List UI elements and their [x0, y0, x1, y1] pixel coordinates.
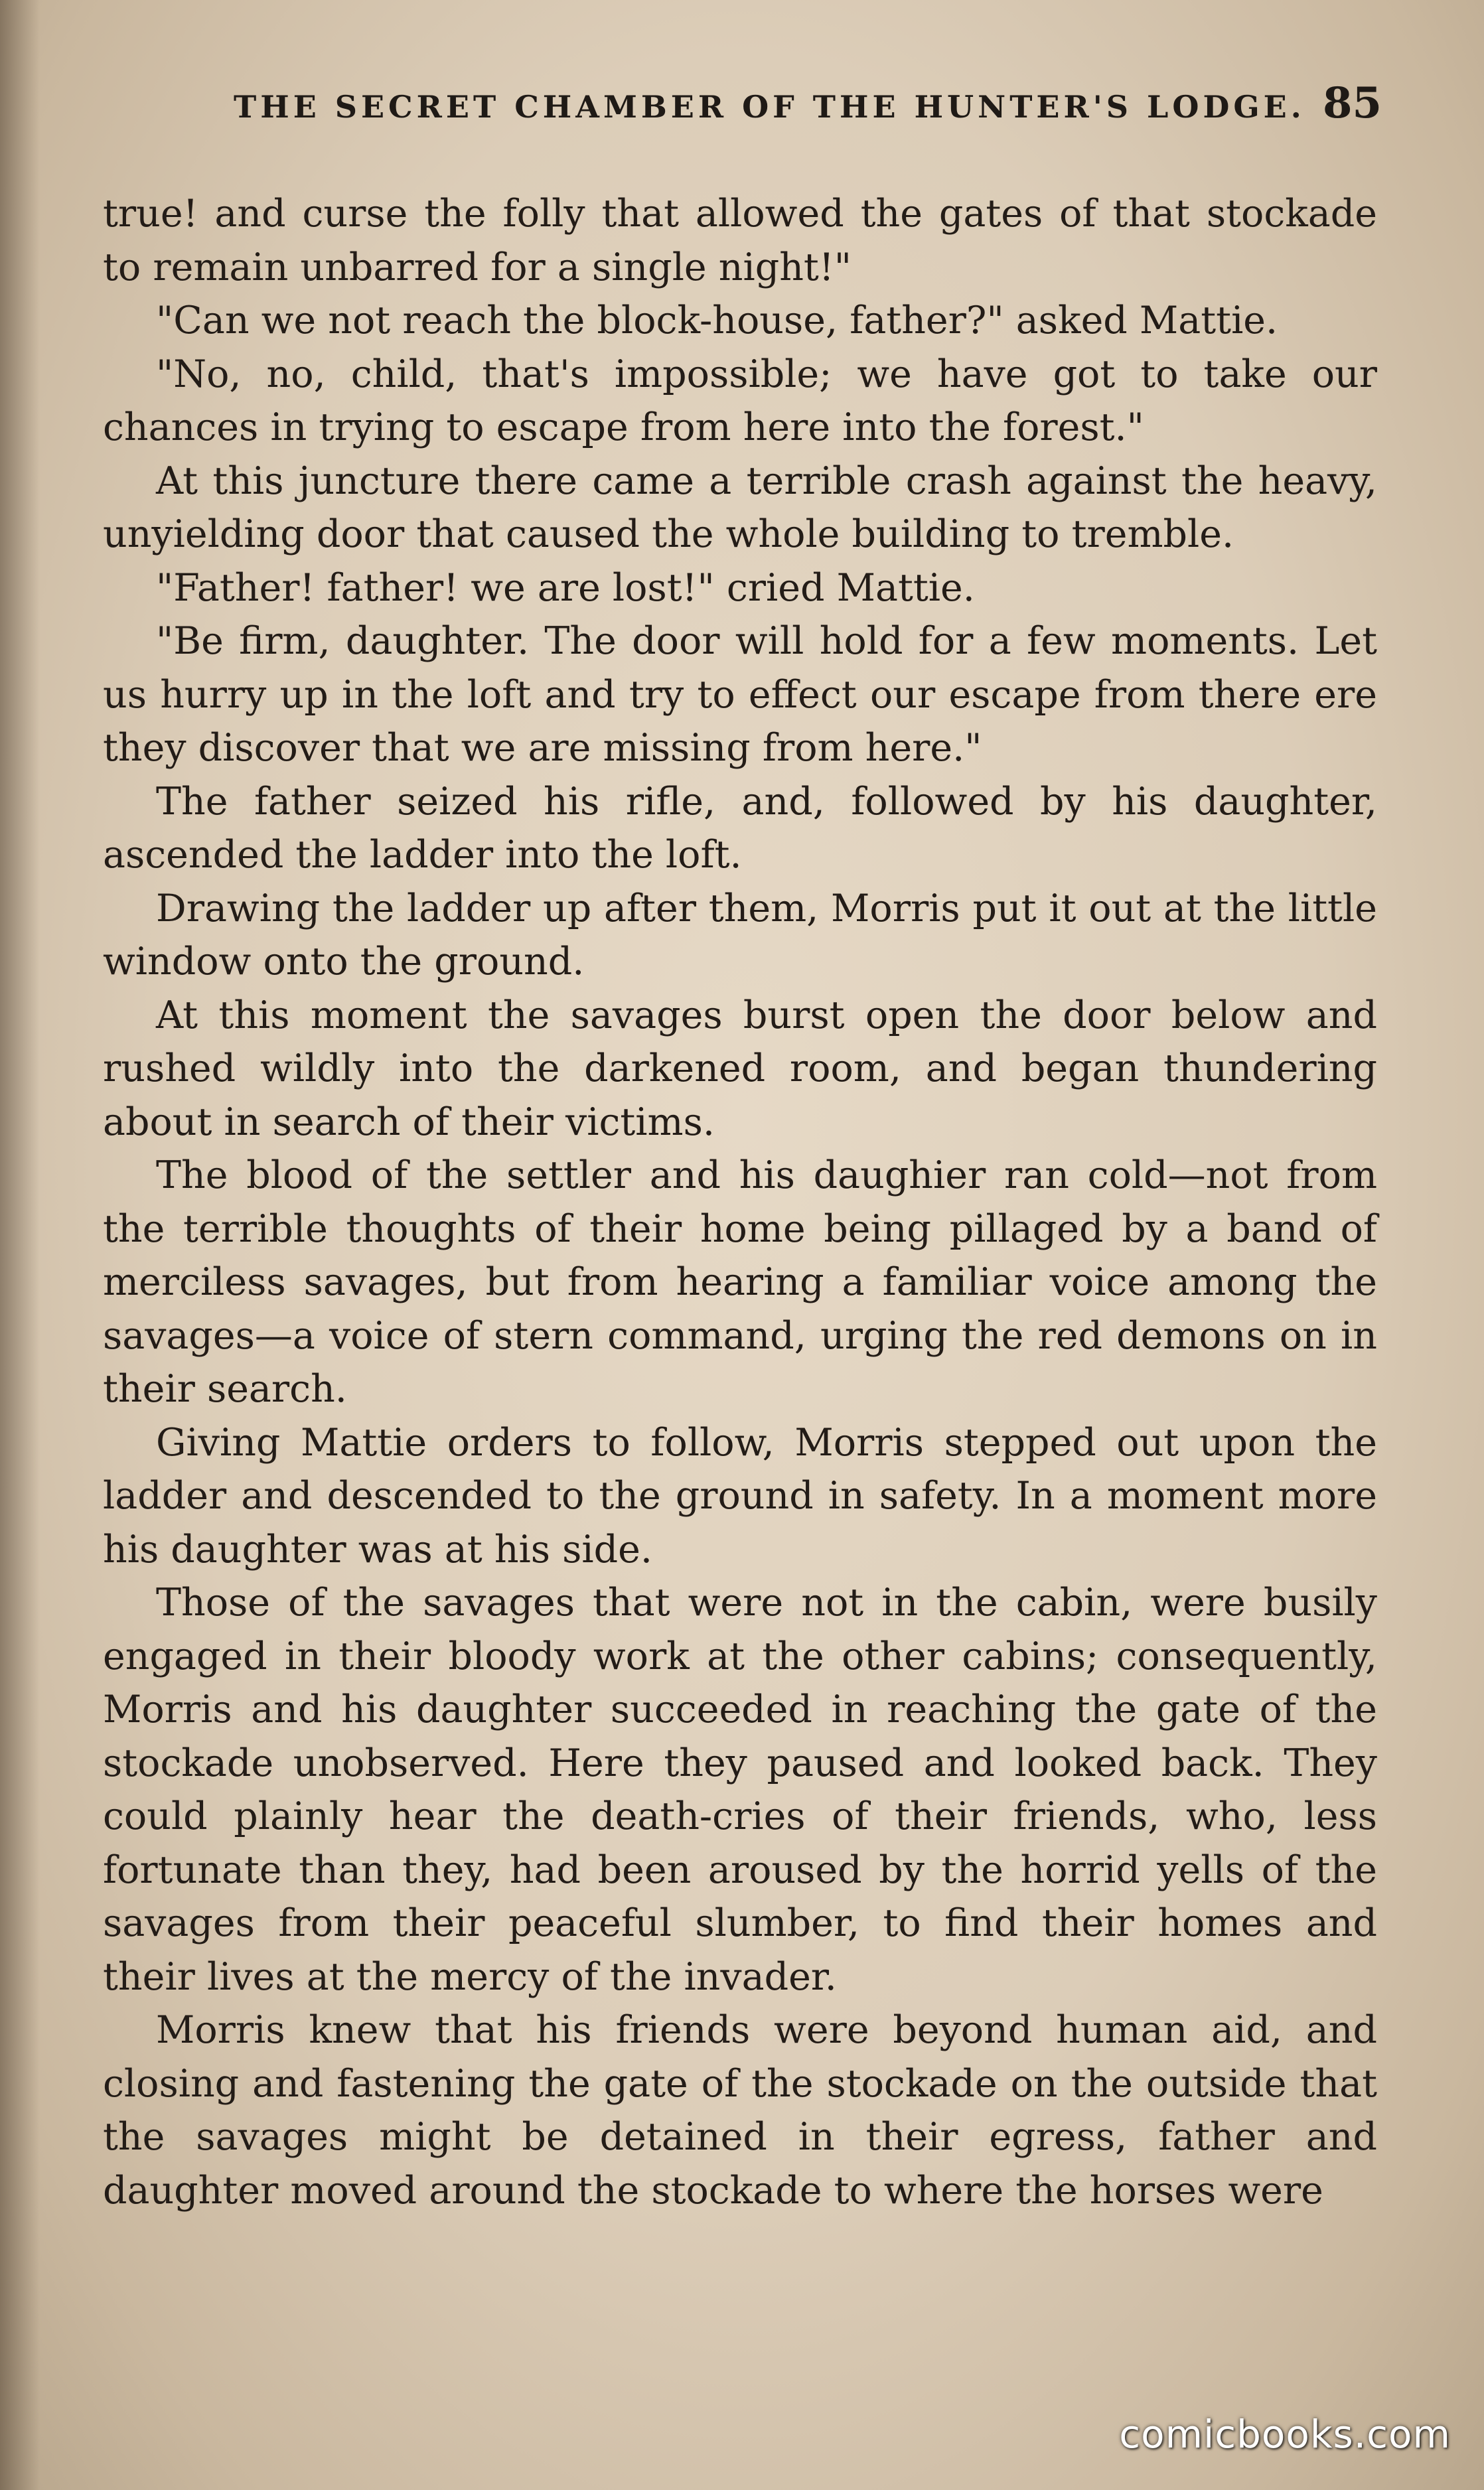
paragraph: Drawing the ladder up after them, Morris put it out at the little window onto the ground.: [103, 886, 1377, 984]
paragraph: Morris knew that his friends were beyond human aid, and closing and fastening the gate of the stockade on the outside that the savages might be detained in their egress, father and daughter moved around the stockade to where the horses were: [103, 2008, 1377, 2213]
running-head: THE SECRET CHAMBER OF THE HUNTER'S LODGE.: [234, 89, 1305, 125]
paragraph: At this juncture there came a terrible crash against the heavy, unyielding door that caused the whole building to tremble.: [103, 459, 1377, 556]
paragraph: The father seized his rifle, and, followed by his daughter, ascended the ladder into the loft.: [103, 779, 1377, 877]
paragraph: At this moment the savages burst open the door below and rushed wildly into the darkened room, and began thundering about in search of their victims.: [103, 993, 1377, 1144]
paragraph: Giving Mattie orders to follow, Morris stepped out upon the ladder and descended to the ground in safety. In a moment more his daughter was at his side.: [103, 1420, 1377, 1572]
paragraph: The blood of the settler and his daughier ran cold—not from the terrible thoughts of their home being pillaged by a band of merciless savages, but from hearing a familiar voice among the savages—a voice of stern command, urging the red demons on in their search.: [103, 1153, 1377, 1411]
paragraph: Those of the savages that were not in the cabin, were busily engaged in their bloody work at the other cabins; consequently, Morris and his daughter succeeded in reaching the gate of the stockade unobserved. Here they paused and looked back. They could plainly hear the death-cries of their friends, who, less fortunate than they, had been aroused by the horrid yells of the savages from their peaceful slumber, to find their homes and their lives at the mercy of the invader.: [103, 1581, 1377, 1999]
paragraph: true! and curse the folly that allowed the gates of that stockade to remain unbarred for a single night!": [103, 192, 1377, 289]
body-text: [103, 187, 1377, 2217]
page-number: 85: [1322, 78, 1382, 128]
watermark: comicbooks.com: [1119, 2412, 1451, 2457]
paragraph: "Be firm, daughter. The door will hold for a few moments. Let us hurry up in the loft and try to effect our escape from there ere they discover that we are missing from here.": [103, 619, 1377, 770]
paragraph: "No, no, child, that's impossible; we have got to take our chances in trying to escape from here into the forest.": [103, 352, 1377, 449]
page-binding-shadow: [0, 0, 40, 2490]
page-header: [234, 78, 1388, 138]
paragraph: "Father! father! we are lost!" cried Mattie.: [156, 565, 975, 610]
paragraph: "Can we not reach the block-house, father?" asked Mattie.: [156, 299, 1278, 342]
